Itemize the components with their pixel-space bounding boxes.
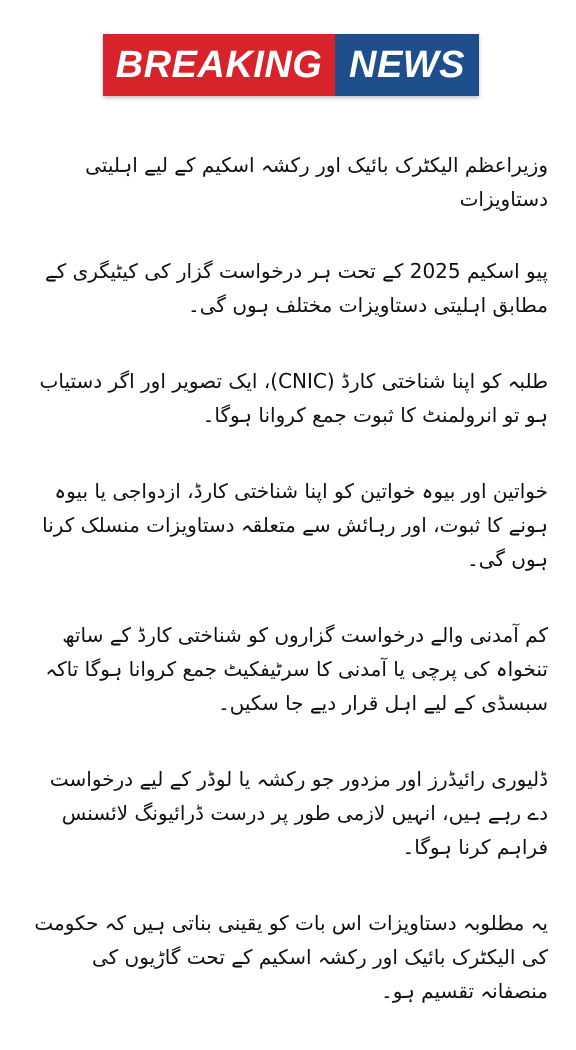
banner-news-label: NEWS — [335, 34, 479, 96]
paragraph-conclusion: یہ مطلوبہ دستاویزات اس بات کو یقینی بناتی ہیں کہ حکومت کی الیکٹرک بائیک اور رکشہ اسکیم کے تحت گاڑیوں کی منصفانہ تقسیم ہو۔ — [34, 911, 548, 1003]
article-title: وزیراعظم الیکٹرک بائیک اور رکشہ اسکیم کے لیے اہلیتی دستاویزات — [85, 153, 548, 211]
paragraph-scheme: پیو اسکیم 2025 کے تحت ہر درخواست گزار کی کیٹیگری کے مطابق اہلیتی دستاویزات مختلف ہوں گی۔ — [44, 259, 548, 317]
paragraph-students: طلبہ کو اپنا شناختی کارڈ (CNIC)، ایک تصویر اور اگر دستیاب ہو تو انرولمنٹ کا ثبوت جمع کروانا ہوگا۔ — [39, 369, 548, 427]
article-body — [28, 148, 548, 1050]
banner-breaking-label: BREAKING — [103, 34, 335, 96]
paragraph-women: خواتین اور بیوہ خواتین کو اپنا شناختی کارڈ، ازدواجی یا بیوہ ہونے کا ثبوت، اور رہائش سے متعلقہ دستاویزات منسلک کرنا ہوں گی۔ — [42, 479, 548, 571]
paragraph-delivery-riders: ڈلیوری رائیڈرز اور مزدور جو رکشہ یا لوڈر کے لیے درخواست دے رہے ہیں، انہیں لازمی طور پر درست ڈرائیونگ لائسنس فراہم کرنا ہوگا۔ — [49, 767, 548, 859]
paragraph-low-income: کم آمدنی والے درخواست گزاروں کو شناختی کارڈ کے ساتھ تنخواہ کی پرچی یا آمدنی کا سرٹیفکیٹ جمع کروانا ہوگا تاکہ سبسڈی کے لیے اہل قرار دیے جا سکیں۔ — [45, 623, 548, 715]
breaking-news-banner — [103, 34, 479, 96]
